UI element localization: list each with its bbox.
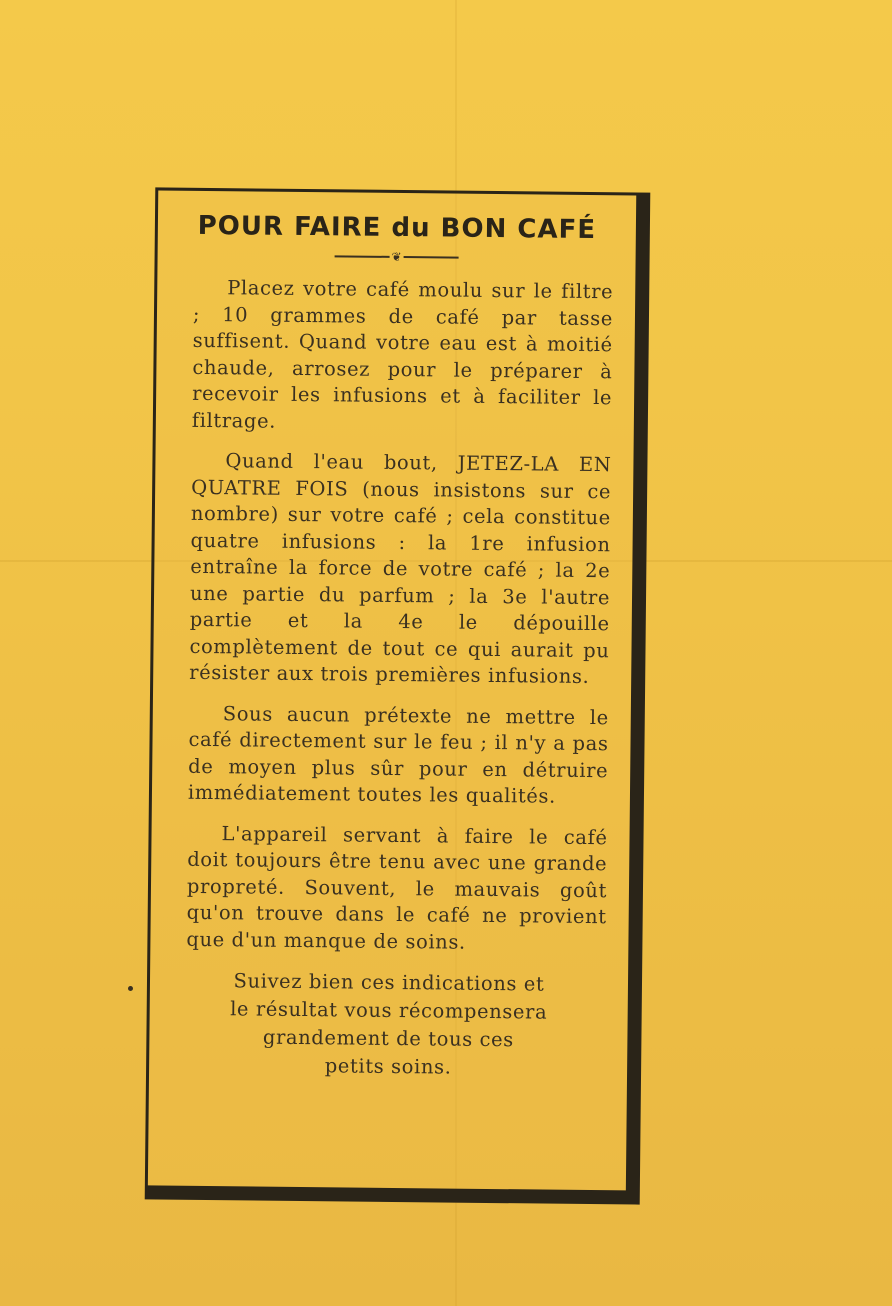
ornament-line-right xyxy=(404,256,459,259)
title-ornament xyxy=(158,248,636,265)
closing-line: petits soins. xyxy=(324,1054,452,1079)
closing-line: le résultat vous récompensera xyxy=(230,997,548,1024)
closing-line: grandement de tous ces xyxy=(262,1025,514,1052)
paragraph-no-fire: Sous aucun prétexte ne mettre le café directement sur le feu ; il n'y a pas de moyen plus sûr pour en détruire immédiatement toutes les qualités. xyxy=(187,701,609,808)
paragraph-cleanliness: L'appareil servant à faire le café doit toujours être tenu avec une grande propreté. Souvent, le mauvais goût qu'on trouve dans le café ne provient que d'un manque de soins. xyxy=(186,821,608,954)
closing-note xyxy=(179,967,598,1083)
ink-speck xyxy=(128,986,133,991)
ornament-line-left xyxy=(335,255,390,258)
closing-line: Suivez bien ces indications et xyxy=(233,969,545,996)
coffee-notice xyxy=(145,187,651,1204)
notice-title: POUR FAIRE du BON CAFÉ xyxy=(197,210,597,246)
paragraph-preparation: Placez votre café moulu sur le filtre ; 10 grammes de café par tasse suffisent. Quand votre eau est à moitié chaude, arrosez pour le préparer à recevoir les infusions et à faciliter le filtrage. xyxy=(191,276,614,433)
paragraph-infusions: Quand l'eau bout, JETEZ-LA EN QUATRE FOIS (nous insistons sur ce nombre) sur votre café ; cela constitue quatre infusions : la 1re infusion entraîne la force de votre café ; la 2e une partie du parfum ; la 3e l'autre partie et la 4e le dépouille complètement de tout ce qui aurait pu résister aux trois premières infusions. xyxy=(189,449,612,689)
ornament-knot-icon: ❦ xyxy=(391,249,402,265)
